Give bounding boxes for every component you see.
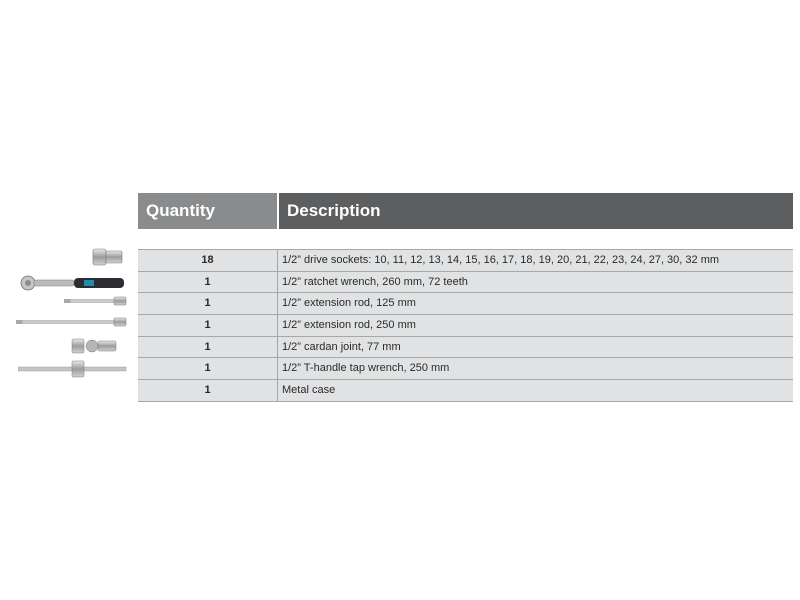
cardan-joint-icon bbox=[70, 336, 120, 356]
description-cell: 1/2” cardan joint, 77 mm bbox=[282, 340, 401, 353]
table-row bbox=[138, 380, 793, 402]
description-header: Description bbox=[279, 193, 793, 229]
description-cell: 1/2” drive sockets: 10, 11, 12, 13, 14, 15, 16, 17, 18, 19, 20, 21, 22, 23, 24, 27, 30, 32 mm bbox=[282, 254, 720, 266]
t-handle-wrench-icon bbox=[18, 360, 130, 378]
quantity-cell: 1 bbox=[138, 358, 278, 379]
description-cell: Metal case bbox=[282, 384, 336, 397]
quantity-header: Quantity bbox=[138, 193, 277, 229]
quantity-cell: 1 bbox=[138, 337, 278, 358]
quantity-cell: 1 bbox=[138, 272, 278, 293]
description-cell: 1/2” ratchet wrench, 260 mm, 72 teeth bbox=[282, 275, 468, 288]
description-cell: 1/2” extension rod, 250 mm bbox=[282, 319, 416, 332]
table-row bbox=[138, 272, 793, 294]
extension-rod-short-icon bbox=[64, 296, 128, 306]
table-header bbox=[138, 193, 793, 229]
quantity-cell: 18 bbox=[138, 250, 278, 271]
quantity-cell: 1 bbox=[138, 293, 278, 314]
quantity-cell: 1 bbox=[138, 315, 278, 336]
table-row bbox=[138, 293, 793, 315]
extension-rod-long-icon bbox=[16, 317, 128, 327]
table-row bbox=[138, 315, 793, 337]
table-row bbox=[138, 358, 793, 380]
tool-illustrations bbox=[12, 240, 132, 410]
description-cell: 1/2” extension rod, 125 mm bbox=[282, 297, 416, 310]
table-row bbox=[138, 250, 793, 272]
table-row bbox=[138, 337, 793, 359]
contents-table bbox=[138, 249, 793, 402]
quantity-cell: 1 bbox=[138, 380, 278, 401]
ratchet-wrench-icon bbox=[18, 273, 128, 293]
socket-icon bbox=[92, 247, 124, 267]
description-cell: 1/2” T-handle tap wrench, 250 mm bbox=[282, 362, 450, 375]
